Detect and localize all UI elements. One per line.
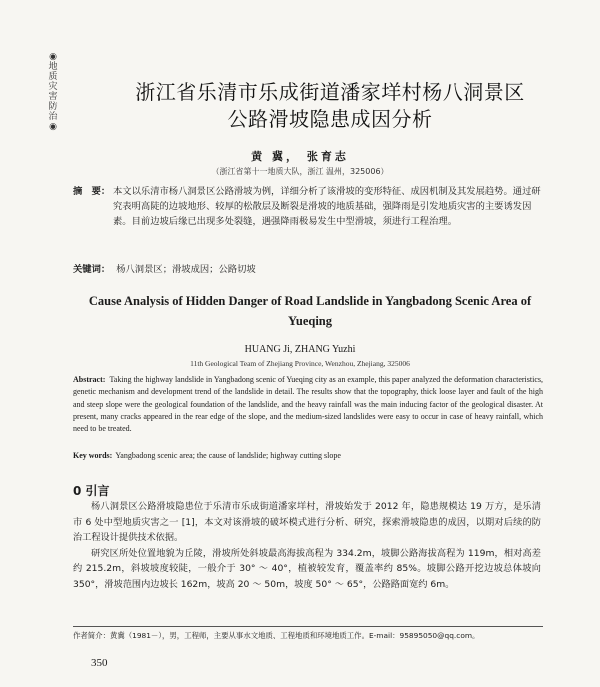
affiliation-en: 11th Geological Team of Zhejiang Province, Wenzhou, Zhejiang, 325006 [190,359,410,368]
journal-column-title [46,52,60,132]
affiliation-cn: （浙江省第十一地质大队，浙江 温州，325006） [211,167,389,176]
body-paragraph-1: 杨八洞景区公路滑坡隐患位于乐清市乐成街道潘家垟村，滑坡始发于 2012 年，隐患规模达 19 万方，是乐清市 6 处中型地质灾害之一 [1]，本文对该滑坡的破坏模式进行分析、研究，探索滑坡隐患的成因，以期对后续的防治工程设计提供技术依据。 [73,501,541,544]
abstract-cn-text: 本文以乐清市杨八洞景区公路滑坡为例，详细分析了该滑坡的变形特征、成因机制及其发展趋势。通过研究表明高陡的边坡地形、较厚的松散层及断裂是滑坡的地质基础，强降雨是引发地质灾害的主要诱发因素。目前边坡后缘已出现多处裂缝，遇强降雨极易发生中型滑坡，须进行工程治理。 [113,186,541,227]
title-en: Cause Analysis of Hidden Danger of Road Landslide in Yangbadong Scenic Area of Yueqing [88,294,532,328]
title-cn-line-2: 公路滑坡隐患成因分析 [227,107,433,131]
decorative-dot-icon: ◉ [49,52,57,62]
page-number: 350 [91,657,108,669]
keywords-en [73,451,543,460]
authors-en: HUANG Ji, ZHANG Yuzhi [244,344,356,355]
author-footnote: 作者简介：黄冀（1981－），男，工程师，主要从事水文地质、工程地质和环境地质工作。E-mail：95895050@qq.com。 [73,631,480,640]
abstract-cn [73,184,543,229]
authors-cn: 黄 冀， 张育志 [251,150,349,163]
abstract-en-label: Abstract: [73,375,106,384]
body-text [73,499,541,593]
body-paragraph-2: 研究区所处位置地貌为丘陵，滑坡所处斜坡最高海拔高程为 334.2m，坡脚公路海拔高程为 119m，相对高差约 215.2m，斜坡坡度较陡，一般介于 30° ～ 40°，植被较发育，覆盖率约 85%。坡脚公路开挖边坡总体坡向 350°，滑坡范围内边坡长 162m，坡高 20 ～ 50m，坡度 50° ～ 65°，公路路面宽约 6m。 [73,547,541,590]
abstract-en [73,374,543,435]
decorative-dot-icon: ◉ [49,122,57,132]
keywords-en-text: Yangbadong scenic area; the cause of landslide; highway cutting slope [115,451,341,460]
keywords-cn-label: 关键词： [73,264,111,275]
abstract-cn-label: 摘 要： [73,186,111,197]
footnote-divider [73,626,543,627]
keywords-en-label: Key words: [73,451,113,460]
keywords-cn-text: 杨八洞景区；滑坡成因；公路切坡 [116,264,256,275]
keywords-cn [73,261,543,275]
title-cn-line-1: 浙江省乐清市乐成街道潘家垟村杨八洞景区 [135,80,525,104]
journal-column-label: 地质灾害防治 [48,62,58,122]
abstract-en-text: Taking the highway landslide in Yangbadong scenic of Yueqing city as an example, this paper analyzed the deformation characteristics, genetic mechanism and development trend of the landslide in detail. The results show that the topography, thick loose layer and fault of the high and steep slope were the geological foundation of the landslide, and the heavy rainfall was the main inducing factor of the geological disaster. At present, many cracks appeared in the rear edge of the slope, and the medium-sized landslides were easy to occur in case of heavy rainfall, which need to be treated. [73,375,543,434]
section-heading-introduction: 0 引言 [73,484,110,498]
